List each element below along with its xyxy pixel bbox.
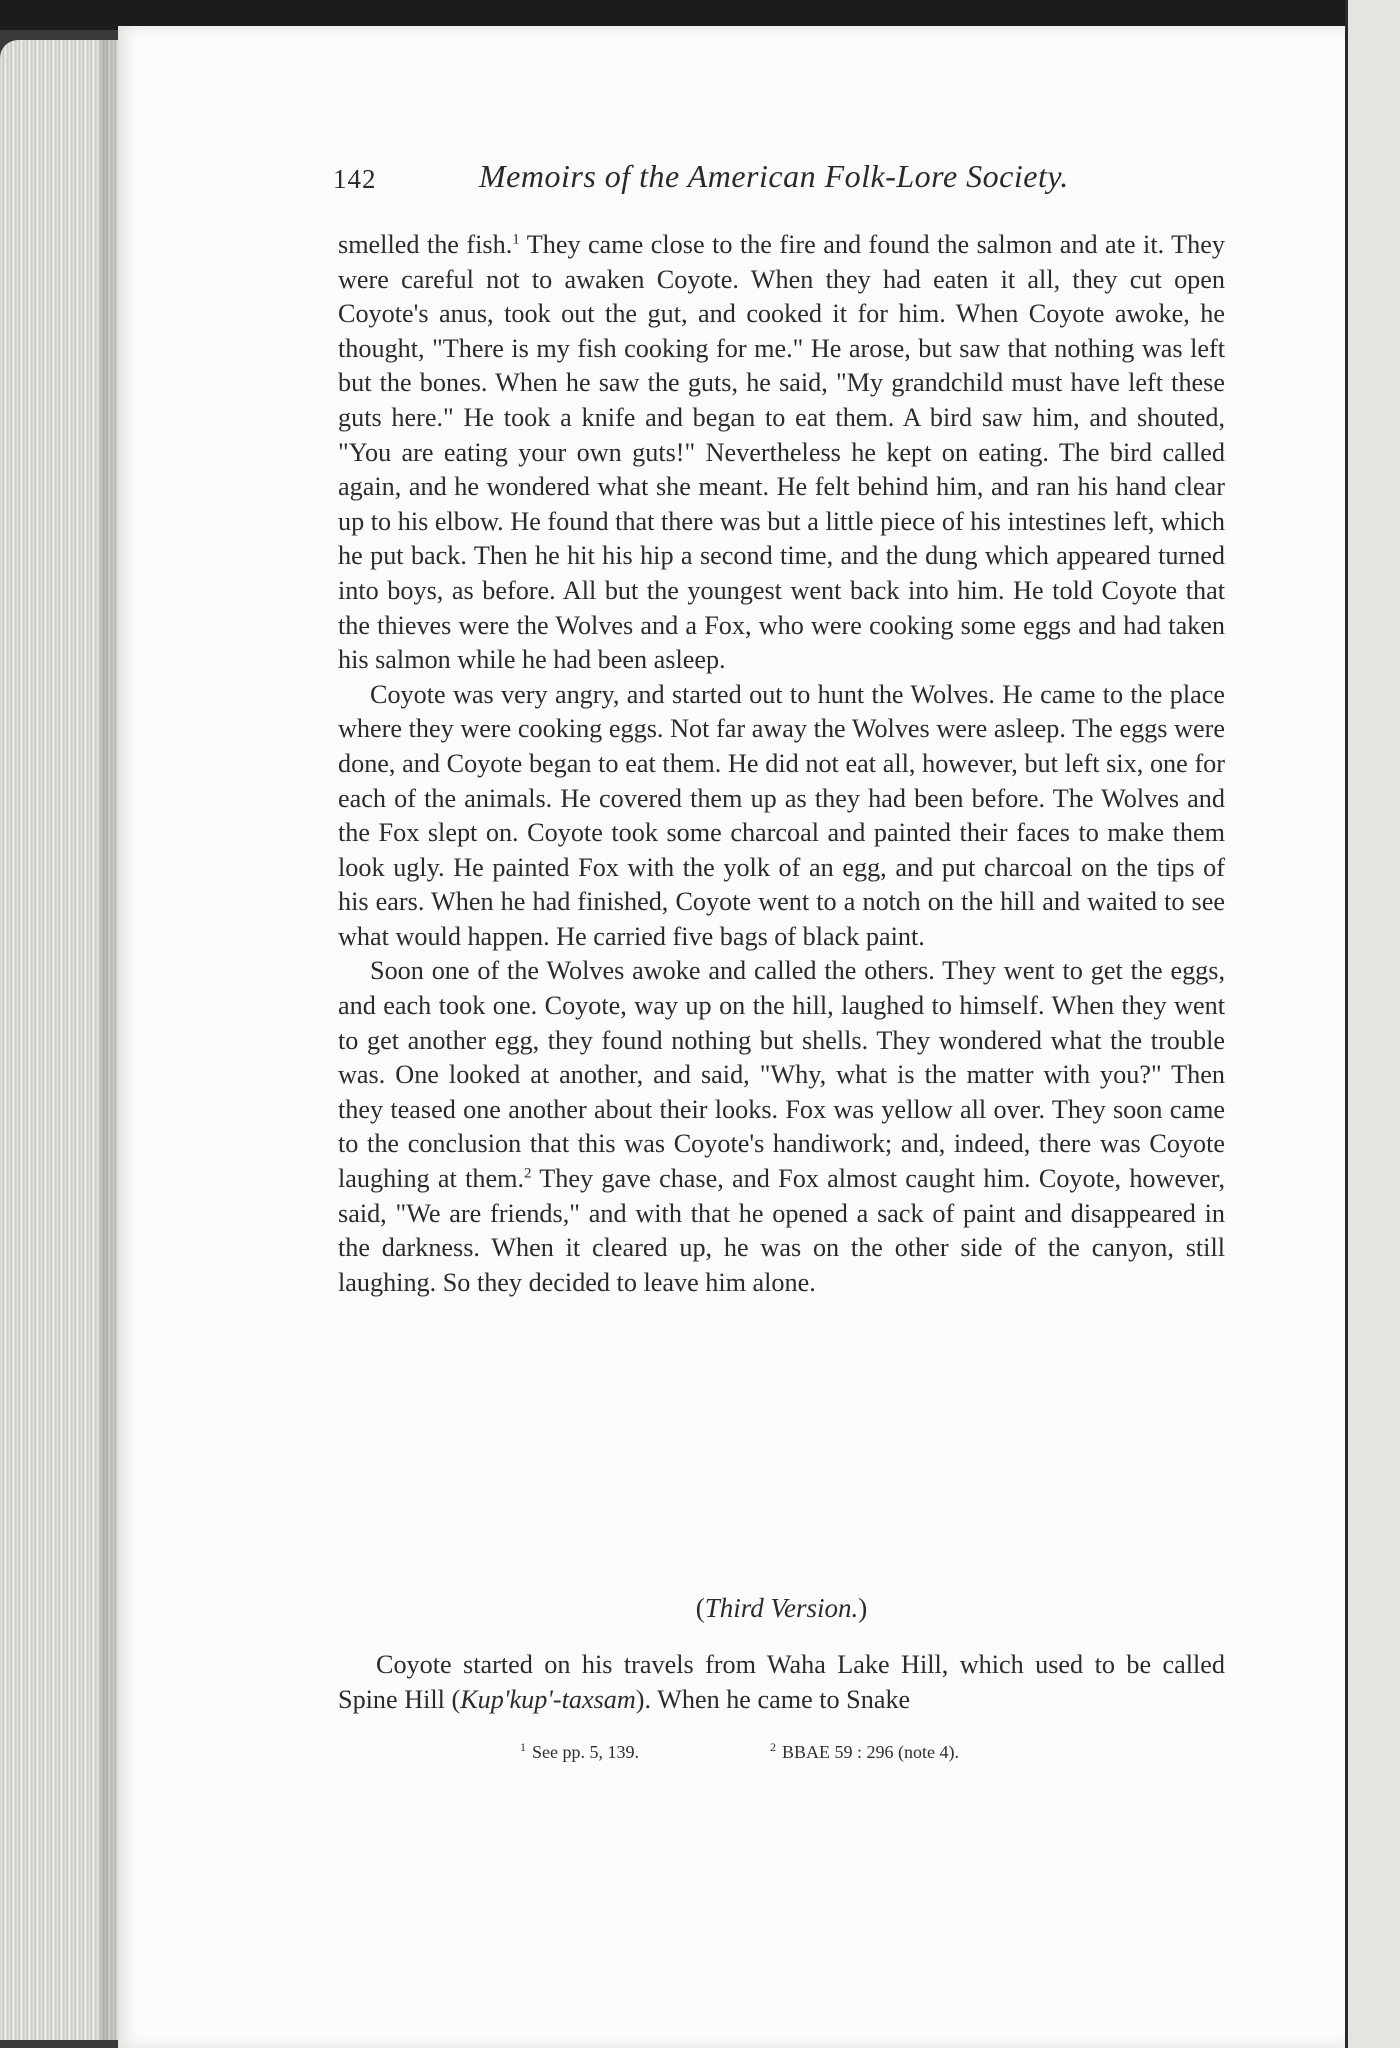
footnote-1 — [520, 1740, 639, 1763]
section-heading-open: ( — [695, 1593, 705, 1623]
paragraph-2: Coyote was very angry, and started out to hunt the Wolves. He came to the place where they were cooking eggs. Not far away the Wolves were asleep. The eggs were done, and Coyote began to eat them. He did not eat all, however, but left six, one for each of the animals. He covered them up as they had been before. The Wolves and the Fox slept on. Coyote took some charcoal and painted their faces to make them look ugly. He painted Fox with the yolk of an egg, and put charcoal on the tips of his ears. When he had finished, Coyote went to a notch on the hill and waited to see what would happen. He carried five bags of black paint. — [338, 679, 1225, 951]
section-heading-text: Third Version. — [704, 1593, 859, 1623]
page-header — [333, 158, 1233, 208]
paragraph-3-text-a: Soon one of the Wolves awoke and called the others. They went to get the eggs, and each took one. Coyote, way up on the hill, laughed to himself. When they went to get another egg, they found nothing but shells. They wondered what the trouble was. One looked at another, and said, "Why, what is the matter with you?" Then they teased one another about their looks. Fox was yellow all over. They soon came to the conclusion that this was Coyote's handiwork; and, indeed, there was Coyote laughing at them. — [338, 956, 1225, 1194]
paragraph-4-text-b: ). When he came to Snake — [635, 1684, 911, 1714]
paragraph-1-text-b: They came close to the fire and found the salmon and ate it. They were careful not to awaken Coyote. When they had eaten it all, they cut open Coyote's anus, took out the gut, and cooked it for him. When Coyote awoke, he thought, "There is my fish cooking for me." He arose, but saw that nothing was left but the bones. When he saw the guts, he said, "My grandchild must have left these guts here." He took a knife and began to eat them. A bird saw him, and shouted, "You are eating your own guts!" Nevertheless he kept on eating. The bird called again, and he wondered what she meant. He felt behind him, and ran his hand clear up to his elbow. He found that there was but a little piece of his intestines left, which he put back. Then he hit his hip a second time, and the dung which appeared turned into boys, as before. All but the youngest went back into him. He told Coyote that the thieves were the Wolves and a Fox, who were cooking some eggs and had taken his salmon while he had been asleep. — [338, 230, 1225, 675]
footnote-ref-1: 1 — [512, 231, 520, 248]
footnote-2-mark: 2 — [770, 1740, 776, 1754]
footnote-2 — [770, 1740, 959, 1763]
footnote-ref-2: 2 — [524, 1165, 532, 1182]
footnote-1-text: See pp. 5, 139. — [532, 1742, 639, 1762]
paragraph-3-text-b: They gave chase, and Fox almost caught him. Coyote, however, said, "We are friends," and with that he opened a sack of paint and disappeared in the darkness. When it cleared up, he was on the other side of the canyon, still laughing. So they decided to leave him alone. — [338, 1164, 1225, 1297]
running-title: Memoirs of the American Folk-Lore Society. — [479, 158, 1069, 194]
footnote-1-mark: 1 — [520, 1740, 526, 1754]
section-heading — [338, 1593, 1225, 1624]
paragraph-4 — [338, 1648, 1225, 1717]
page-number: 142 — [333, 164, 377, 194]
paragraph-1 — [338, 228, 1225, 678]
paragraph-4-text-a: Coyote started on his travels from Waha Lake Hill, which used to be called Spine Hill ( — [338, 1650, 1225, 1714]
third-version-text — [338, 1648, 1225, 1717]
paragraph-3 — [338, 954, 1225, 1300]
body-text — [338, 228, 1225, 1300]
native-term: Kup'kup'-taxsam — [460, 1684, 636, 1714]
section-heading-close: ) — [858, 1593, 868, 1623]
paragraph-1-text-a: smelled the fish. — [338, 230, 513, 259]
footnote-2-text: BBAE 59 : 296 (note 4). — [782, 1742, 959, 1762]
scan-right-edge — [1345, 0, 1400, 2048]
